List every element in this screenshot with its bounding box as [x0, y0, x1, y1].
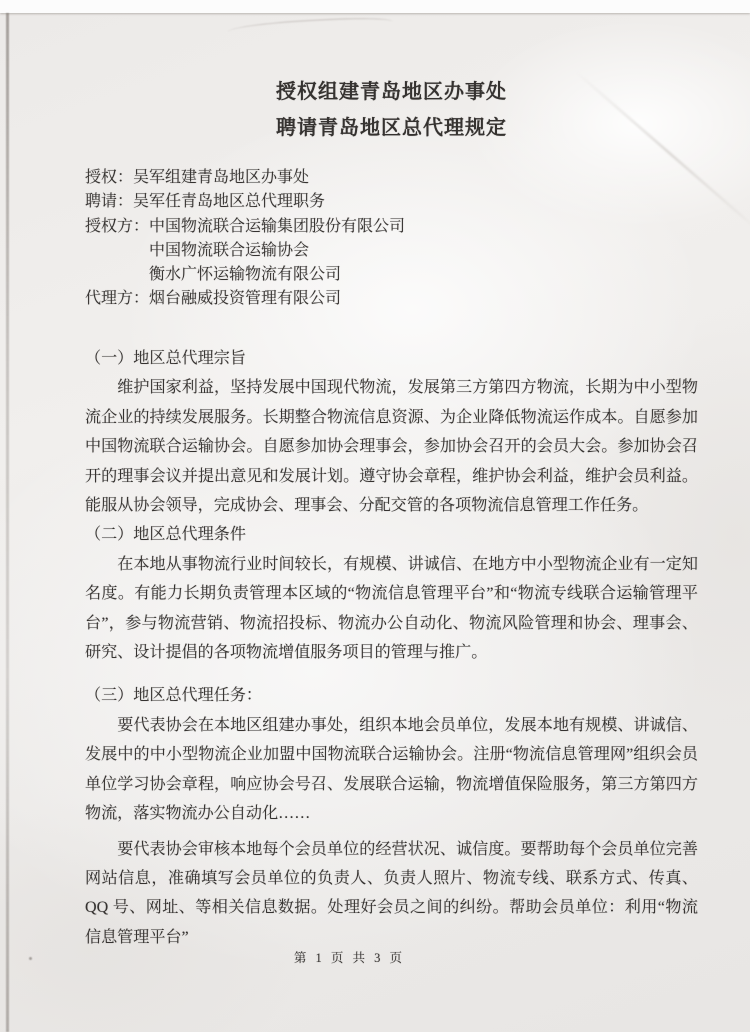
- party-values: [133, 190, 710, 214]
- party-row: [85, 190, 710, 214]
- party-value: 中国物流联合运输集团股份有限公司: [149, 217, 406, 235]
- section-heading: （一）地区总代理宗旨: [85, 350, 246, 367]
- page-number: 第 1 页 共 3 页: [293, 951, 406, 965]
- section-heading: （三）地区总代理任务：: [85, 687, 263, 705]
- party-value: 衡水广怀运输物流有限公司: [149, 266, 342, 284]
- party-row: [85, 287, 710, 311]
- title-line-1: 授权组建青岛地区办事处: [276, 81, 507, 103]
- paragraph: 要代表协会审核本地每个会员单位的经营状况、诚信度。要帮助每个会员单位完善网站信息，准确填写会员单位的负责人、负责人照片、物流专线、联系方式、传真、QQ 号、网址、等相关信息数据。处理好会员之间的纠纷。帮助会员单位：利用“物流信息管理平台”: [85, 840, 698, 946]
- paragraph: 在本地从事物流行业时间较长，有规模、讲诚信、在地方中小型物流企业有一定知名度。有能力长期负责管理本区域的“物流信息管理平台”和“物流专线联合运输管理平台”，参与物流营销、物流招投标、物流办公自动化、物流风险管理和协会、理事会、研究、设计提倡的各项物流增值服务项目的管理与推广。: [85, 555, 698, 662]
- scan-speck: [29, 957, 32, 960]
- scanner-edge-strip: [0, 0, 750, 13]
- section: [85, 520, 698, 667]
- party-label: 代理方：: [85, 290, 150, 308]
- party-row: [85, 215, 710, 288]
- title-line-2: 聘请青岛地区总代理规定: [276, 117, 507, 139]
- paragraph: 维护国家利益，坚持发展中国现代物流，发展第三方第四方物流，长期为中小型物流企业的持续发展服务。长期整合物流信息资源、为企业降低物流运作成本。自愿参加中国物流联合运输协会。自愿参加协会理事会，参加协会召开的会员大会。参加协会召开的理事会议并提出意见和发展计划。遵守协会章程，维护协会利益，维护会员利益。能服从协会领导，完成协会、理事会、分配交管的各项物流信息管理工作任务。: [85, 379, 698, 515]
- section: [85, 344, 698, 520]
- section-heading: （二）地区总代理条件: [85, 526, 246, 544]
- party-value: 中国物流联合运输协会: [149, 241, 310, 259]
- party-values: [133, 166, 710, 190]
- section: [85, 681, 698, 952]
- party-label: 授权：: [85, 169, 134, 186]
- document-title: [85, 74, 698, 146]
- paper-crease-top: [228, 16, 394, 40]
- party-label: 聘请：: [85, 193, 134, 211]
- party-value: 吴军组建青岛地区办事处: [133, 169, 310, 186]
- parties-block: [85, 166, 710, 312]
- party-value: 吴军任青岛地区总代理职务: [133, 193, 326, 211]
- party-values: [149, 215, 710, 288]
- page-edge-shadow: [6, 13, 9, 1032]
- party-values: [149, 287, 710, 311]
- party-label: 授权方：: [85, 217, 150, 235]
- document-body: [85, 344, 698, 952]
- party-row: [85, 166, 710, 190]
- paragraph: 要代表协会在本地区组建办事处，组织本地会员单位，发展本地有规模、讲诚信、发展中的中小型物流企业加盟中国物流联合运输协会。注册“物流信息管理网”组织会员单位学习协会章程，响应协会号召、发展联合运输，物流增值保险服务，第三方第四方物流，落实物流办公自动化……: [85, 716, 698, 823]
- party-value: 烟台融威投资管理有限公司: [149, 290, 342, 308]
